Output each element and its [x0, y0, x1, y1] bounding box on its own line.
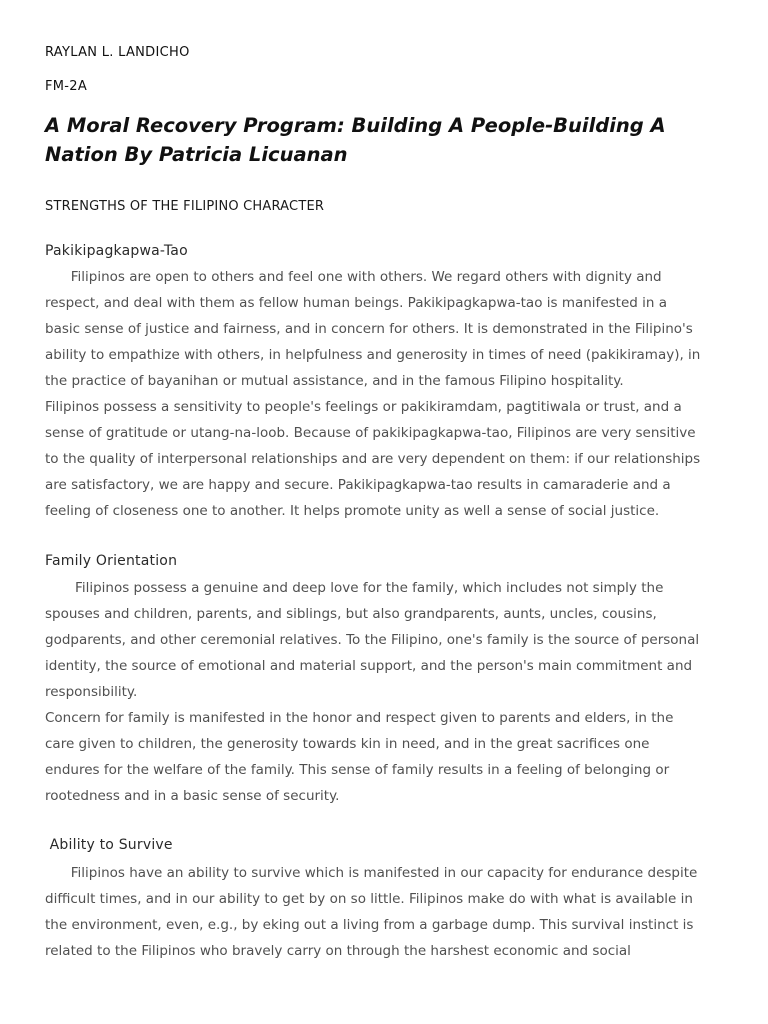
paragraph-line: rootedness and in a basic sense of security.: [45, 788, 340, 804]
paragraph-ability-to-survive: [45, 860, 735, 964]
paragraph-line: to the quality of interpersonal relationships and are very dependent on them: if our relationships: [45, 451, 701, 467]
paragraph-line: endures for the welfare of the family. This sense of family results in a feeling of belonging or: [45, 762, 670, 778]
paragraph-line: Filipinos have an ability to survive which is manifested in our capacity for endurance despite: [45, 865, 698, 881]
document-title: [45, 111, 735, 169]
title-line-1: A Moral Recovery Program: Building A People-Building A: [45, 114, 666, 137]
paragraph-line: basic sense of justice and fairness, and in concern for others. It is demonstrated in the Filipino's: [45, 321, 693, 337]
paragraph-family-orientation: [45, 575, 735, 809]
paragraph-line: responsibility.: [45, 684, 138, 700]
class-code: FM-2A: [45, 79, 88, 94]
paragraph-line: Filipinos possess a sensitivity to people's feelings or pakikiramdam, pagtitiwala or trust, and a: [45, 399, 682, 415]
paragraph-line: respect, and deal with them as fellow human beings. Pakikipagkapwa-tao is manifested in a: [45, 295, 667, 311]
paragraph-line: Filipinos are open to others and feel one with others. We regard others with dignity and: [45, 269, 662, 285]
paragraph-line: are satisfactory, we are happy and secure. Pakikipagkapwa-tao results in camaraderie and a: [45, 477, 671, 493]
paragraph-line: the environment, even, e.g., by eking out a living from a garbage dump. This survival instinct is: [45, 917, 694, 933]
paragraph-line: the practice of bayanihan or mutual assistance, and in the famous Filipino hospitality.: [45, 373, 624, 389]
paragraph-line: Filipinos possess a genuine and deep love for the family, which includes not simply the: [45, 580, 664, 596]
subheading-family-orientation: Family Orientation: [45, 553, 178, 569]
paragraph-line: Concern for family is manifested in the honor and respect given to parents and elders, in the: [45, 710, 674, 726]
paragraph-line: ability to empathize with others, in helpfulness and generosity in times of need (pakikiramay), in: [45, 347, 701, 363]
paragraph-line: feeling of closeness one to another. It helps promote unity as well a sense of social justice.: [45, 503, 660, 519]
subheading-ability-to-survive: Ability to Survive: [45, 837, 173, 853]
section-heading: STRENGTHS OF THE FILIPINO CHARACTER: [45, 199, 325, 214]
paragraph-line: care given to children, the generosity towards kin in need, and in the great sacrifices one: [45, 736, 650, 752]
subheading-pakikipagkapwa: Pakikipagkapwa-Tao: [45, 243, 188, 259]
paragraph-line: difficult times, and in our ability to get by on so little. Filipinos make do with what is available in: [45, 891, 693, 907]
paragraph-line: sense of gratitude or utang-na-loob. Because of pakikipagkapwa-tao, Filipinos are very sensitive: [45, 425, 696, 441]
paragraph-line: identity, the source of emotional and material support, and the person's main commitment and: [45, 658, 693, 674]
paragraph-line: related to the Filipinos who bravely carry on through the harshest economic and social: [45, 943, 631, 959]
title-line-2: Nation By Patricia Licuanan: [45, 143, 348, 166]
paragraph-line: godparents, and other ceremonial relatives. To the Filipino, one's family is the source of personal: [45, 632, 700, 648]
paragraph-pakikipagkapwa: [45, 264, 735, 524]
author-name: RAYLAN L. LANDICHO: [45, 45, 190, 60]
paragraph-line: spouses and children, parents, and siblings, but also grandparents, aunts, uncles, cousins,: [45, 606, 657, 622]
